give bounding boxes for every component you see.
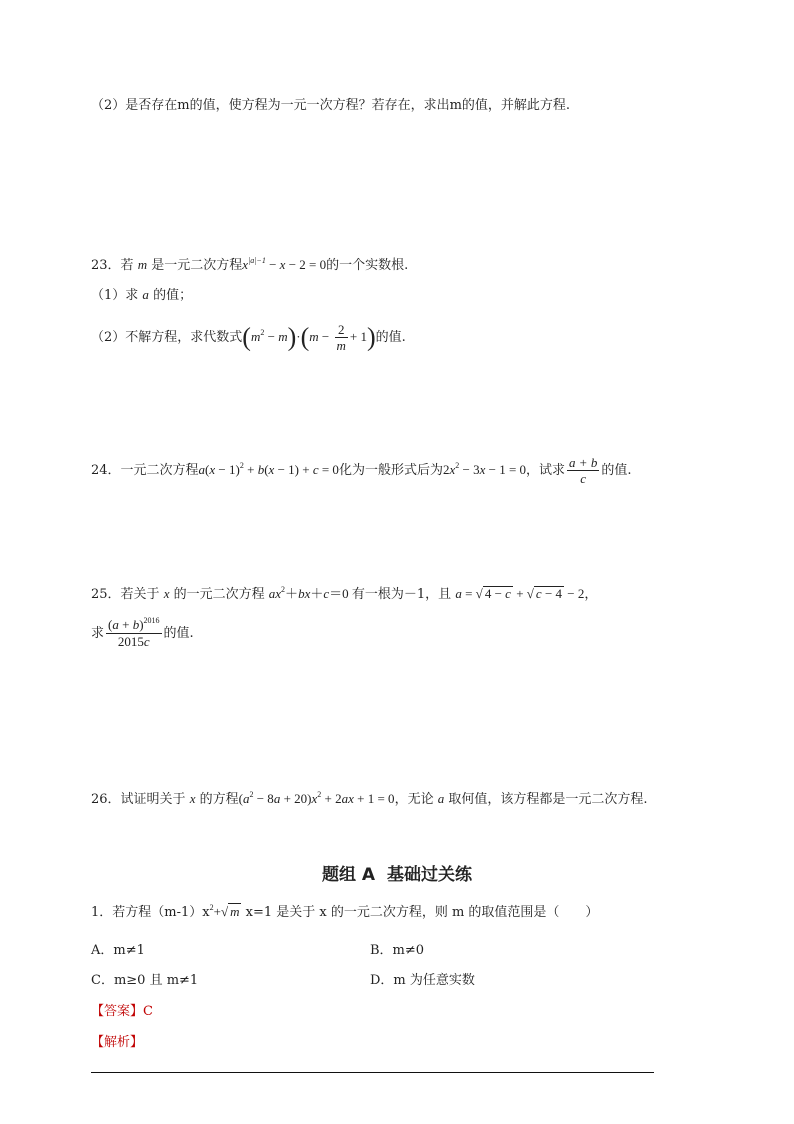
q25-ask: 求 $\frac{(a + b)^{2016}}{2015c}$ 的值. — [91, 616, 194, 649]
q26-stem: 26．试证明关于 x 的方程$(a^2 - 8a + 20)x^2 + 2ax + 1 = 0$，无论 a 取何值，该方程都是一元二次方程. — [91, 790, 648, 807]
sqrt-4-minus-c: √ 4 − c — [475, 586, 511, 601]
mcq-question: 1．若方程$(m-1)x^2+√$ m x=1 是关于 x 的一元二次方程，则 m 的取值范围是（ ） — [91, 902, 598, 923]
fraction-2-over-m: $\frac{2}{m}$ — [336, 322, 346, 353]
option-c: C．m≥0 且 m≠1 — [91, 973, 199, 988]
option-d: D．m 为任意实数 — [370, 973, 475, 988]
fraction-power-over-2015c: $\frac{(a + b)^{2016}}{2015c}$ — [108, 616, 160, 649]
q24-stem: 24．一元二次方程$a(x - 1)^2 + b(x - 1) + c = 0$化为一般形式后为$2x^2 - 3x - 1 = 0$，试求 $\frac{a + b}{c}$ 的值. — [91, 455, 632, 486]
sqrt-c-minus-4: √ c − 4 — [526, 586, 563, 601]
q22-part2: （2）是否存在m的值，使方程为一元一次方程？若存在，求出m的值，并解此方程. — [91, 98, 571, 113]
bottom-divider — [91, 1072, 654, 1073]
q23-stem: 23．若 m 是一元二次方程$x^{|a|-1} - x - 2 = 0$的一个实数根. — [91, 256, 409, 273]
sqrt-m: √ m — [220, 904, 240, 919]
section-heading: 题组 A 基础过关练 — [321, 865, 473, 885]
q25-stem: 25．若关于 x 的一元二次方程 $ax^2+bx+c=0$ 有一根为－1，且 a = √ 4 − c + √ c − 4 − 2， — [91, 584, 597, 605]
analysis-label: 【解析】 — [91, 1035, 144, 1050]
option-a: A．m≠1 — [91, 943, 145, 958]
q23-part2: （2）不解方程，求代数式$(m^2 - m)\cdot(m$ − $\frac{2}{m}$ + 1)的值. — [91, 322, 406, 353]
fraction-a-plus-b-over-c: $\frac{a + b}{c}$ — [569, 455, 598, 486]
answer-label: 【答案】C — [91, 1004, 153, 1019]
option-b: B．m≠0 — [370, 943, 425, 958]
q23-part1: （1）求 a 的值； — [91, 287, 193, 303]
